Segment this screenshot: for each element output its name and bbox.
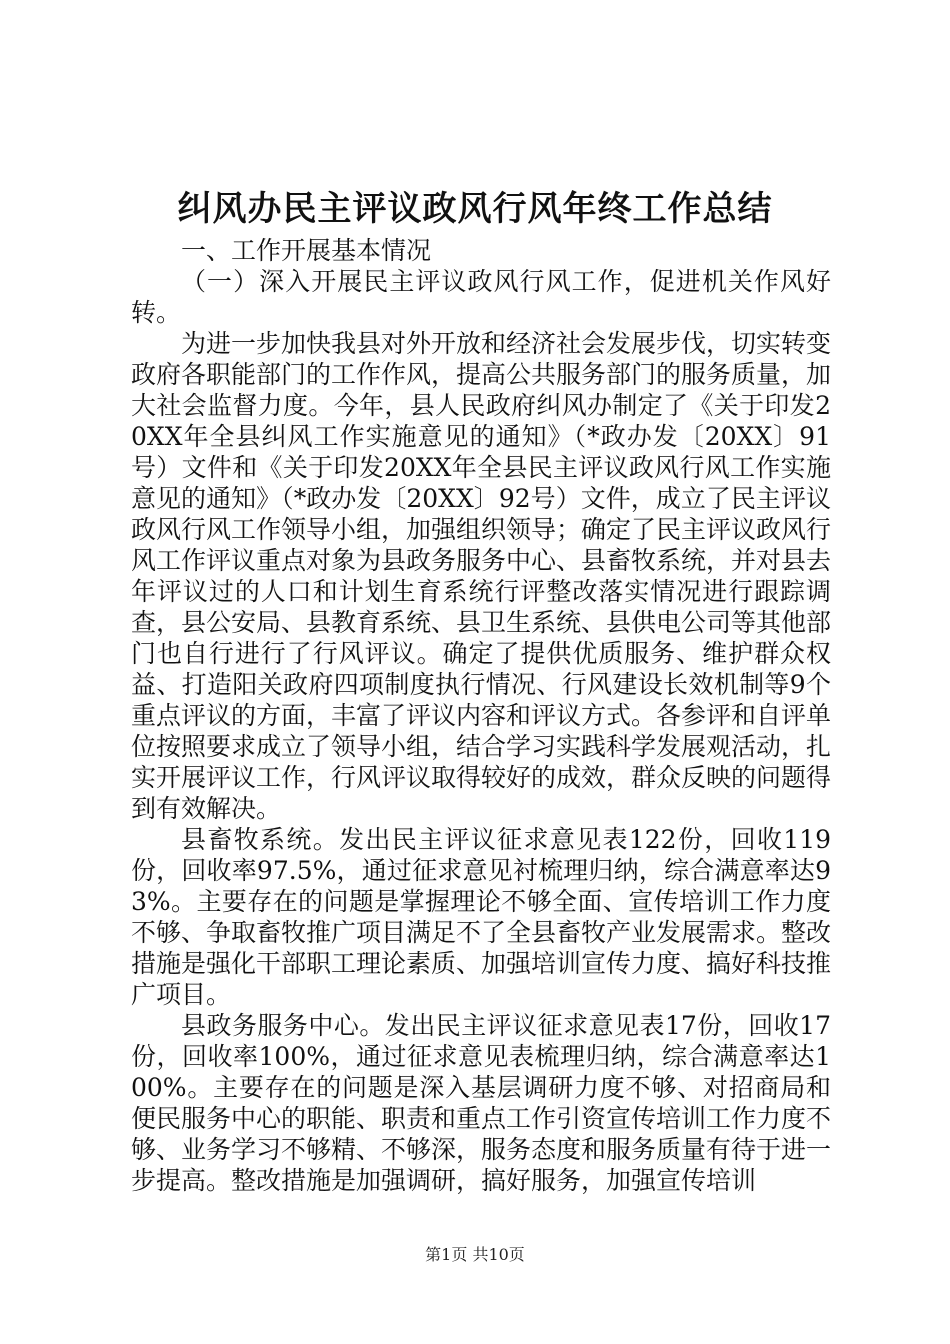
document-title: 纠风办民主评议政风行风年终工作总结 <box>177 189 773 229</box>
document-body <box>131 235 831 1196</box>
body-paragraph: 县政务服务中心。发出民主评议征求意见表17份，回收17份，回收率100%，通过征求意见表梳理归纳，综合满意率达100%。主要存在的问题是深入基层调研力度不够、对招商局和便民服务中心的职能、职责和重点工作引资宣传培训工作力度不够、业务学习不够精、不够深，服务态度和服务质量有待于进一步提高。整改措施是加强调研，搞好服务，加强宣传培训 <box>131 1011 832 1195</box>
body-paragraph: 为进一步加快我县对外开放和经济社会发展步伐，切实转变政府各职能部门的工作作风，提高公共服务部门的服务质量，加大社会监督力度。今年，县人民政府纠风办制定了《关于印发20XX年全县纠风工作实施意见的通知》（*政办发〔20XX〕91号）文件和《关于印发20XX年全县民主评议政风行风工作实施意见的通知》（*政办发〔20XX〕92号）文件，成立了民主评议政风行风工作领导小组，加强组织领导；确定了民主评议政风行风工作评议重点对象为县政务服务中心、县畜牧系统，并对县去年评议过的人口和计划生育系统行评整改落实情况进行跟踪调查，县公安局、县教育系统、县卫生系统、县供电公司等其他部门也自行进行了行风评议。确定了提供优质服务、维护群众权益、打造阳关政府四项制度执行情况、行风建设长效机制等9个重点评议的方面，丰富了评议内容和评议方式。各参评和自评单位按照要求成立了领导小组，结合学习实践科学发展观活动，扎实开展评议工作，行风评议取得较好的成效，群众反映的问题得到有效解决。 <box>131 329 832 823</box>
section-heading: 一、工作开展基本情况 <box>181 236 432 265</box>
subsection-heading: （一）深入开展民主评议政风行风工作，促进机关作风好转。 <box>131 267 831 327</box>
body-paragraph: 县畜牧系统。发出民主评议征求意见表122份，回收119份，回收率97.5%，通过征求意见衬梳理归纳，综合满意率达93%。主要存在的问题是掌握理论不够全面、宣传培训工作力度不够、争取畜牧推广项目满足不了全县畜牧产业发展需求。整改措施是强化干部职工理论素质、加强培训宣传力度、搞好科技推广项目。 <box>131 825 832 1009</box>
page-indicator: 第1页 共10页 <box>425 1245 525 1264</box>
